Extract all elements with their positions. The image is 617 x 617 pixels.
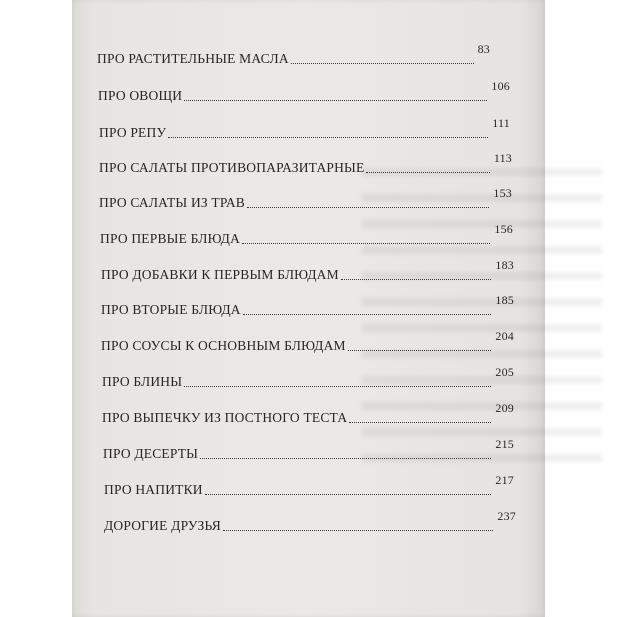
toc-entry-title: ПРО ВТОРЫЕ БЛЮДА xyxy=(101,302,241,317)
toc-entry-title: ПРО НАПИТКИ xyxy=(104,482,203,497)
toc-entry-page: 113 xyxy=(493,151,512,165)
toc-entry-title: ПРО СОУСЫ К ОСНОВНЫМ БЛЮДАМ xyxy=(101,338,346,353)
toc-entry xyxy=(99,151,512,176)
toc-leader-dots xyxy=(243,313,492,315)
toc-leader-dots xyxy=(341,278,492,280)
toc-entry-title: ПРО ВЫПЕЧКУ ИЗ ПОСТНОГО ТЕСТА xyxy=(102,410,348,425)
toc-leader-dots xyxy=(349,421,491,423)
toc-entry-title: ПРО БЛИНЫ xyxy=(102,374,183,389)
toc-entry xyxy=(104,473,514,498)
toc-entry-page: 185 xyxy=(495,293,514,307)
toc-leader-dots xyxy=(184,385,491,387)
toc-entry-page: 183 xyxy=(495,258,514,272)
toc-leader-dots xyxy=(366,171,489,173)
toc-leader-dots xyxy=(291,62,474,64)
toc-entry xyxy=(99,186,512,211)
toc-leader-dots xyxy=(348,349,492,351)
toc-entry-title: ПРО ПЕРВЫЕ БЛЮДА xyxy=(100,231,241,246)
toc-entry xyxy=(101,293,514,318)
toc-entry-page: 83 xyxy=(477,42,490,56)
toc-leader-dots xyxy=(184,99,487,101)
toc-entry-title: ДОРОГИЕ ДРУЗЬЯ xyxy=(104,518,221,533)
toc-entry xyxy=(98,79,510,104)
toc-entry-page: 209 xyxy=(495,401,514,415)
toc-leader-dots xyxy=(205,493,492,495)
toc-entry xyxy=(100,222,513,247)
toc-entry-page: 237 xyxy=(497,509,516,523)
toc-entry-title: ПРО САЛАТЫ ИЗ ТРАВ xyxy=(99,195,246,210)
toc-entry xyxy=(101,258,514,283)
toc-entry xyxy=(97,42,490,67)
toc-entry-page: 153 xyxy=(493,186,512,200)
toc-entry xyxy=(103,437,514,462)
toc-entry xyxy=(102,365,514,390)
toc-entry xyxy=(104,509,516,534)
toc-entry xyxy=(101,329,514,354)
toc-entry-page: 111 xyxy=(492,116,510,130)
toc-entry-page: 106 xyxy=(491,79,510,93)
toc-entry xyxy=(102,401,514,426)
toc-entry-title: ПРО ОВОЩИ xyxy=(98,88,183,103)
toc-leader-dots xyxy=(242,242,490,244)
toc-entry-page: 217 xyxy=(495,473,514,487)
toc-entry-page: 204 xyxy=(495,329,514,343)
toc-leader-dots xyxy=(168,136,488,138)
toc-entry-page: 205 xyxy=(495,365,514,379)
toc-leader-dots xyxy=(247,206,489,208)
toc-entry-title: ПРО РЕПУ xyxy=(99,125,167,140)
toc-entry-page: 215 xyxy=(495,437,514,451)
toc-entry xyxy=(99,116,510,141)
toc-entry-page: 156 xyxy=(494,222,513,236)
toc-entry-title: ПРО ДОБАВКИ К ПЕРВЫМ БЛЮДАМ xyxy=(101,267,339,282)
toc-leader-dots xyxy=(200,457,491,459)
toc-entry-title: ПРО ДЕСЕРТЫ xyxy=(103,446,199,461)
toc-entry-title: ПРО САЛАТЫ ПРОТИВОПАРАЗИТАРНЫЕ xyxy=(99,160,365,175)
toc-leader-dots xyxy=(223,529,493,531)
toc-entry-title: ПРО РАСТИТЕЛЬНЫЕ МАСЛА xyxy=(97,51,289,66)
